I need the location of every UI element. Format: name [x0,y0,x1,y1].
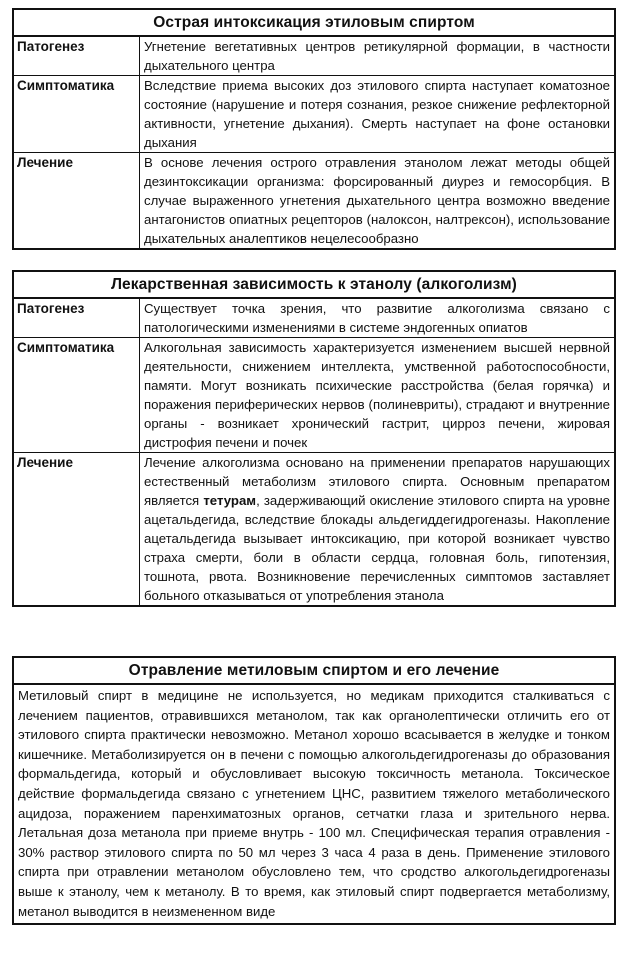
section-methanol [12,656,616,925]
info-table [14,37,614,248]
row-text: Существует точка зрения, что развитие алкоголизма связано с патологическими изменениями в системе эндогенных опиатов [144,301,610,335]
drug-name: тетурам [203,493,257,508]
section-ethanol-acute [12,8,616,250]
row-label: Симптоматика [14,338,140,453]
row-label: Лечение [14,453,140,606]
table-row [14,338,614,453]
section-alcoholism [12,270,616,607]
row-label: Симптоматика [14,76,140,153]
section-text: Метиловый спирт в медицине не используется, но медикам приходится сталкиваться с лечением пациентов, отравившихся метанолом, так как органолептически отличить его от этилового спирта практически невозможно. Метанол хорошо всасывается в желудке и тонком кишечнике. Метаболизируется он в печени с помощью алкогольдегидрогеназы до образования формальдегида, который и обусловливает высокую токсичность метанола. Токсическое действие формальдегида связано с угнетением ЦНС, развитием тяжелого метаболического ацидоза, поражением паренхиматозных органов, сетчатки глаза и зрительного нерва. Летальная доза метанола при приеме внутрь - 100 мл. Специфическая терапия отравления - 30% раствор этилового спирта по 50 мл через 3 часа 4 раза в день. Применение этилового спирта при отравлении метанолом обусловлено тем, что сродство алкогольдегидрогеназы выше к этанолу, чем к метанолу. В то время, как этиловый спирт подвергается метаболизму, метанол выводится в неизмененном виде [18,688,610,919]
row-label: Патогенез [14,299,140,338]
row-text: Угнетение вегетативных центров ретикулярной формации, в частности дыхательного центра [144,39,610,73]
table-row [14,299,614,338]
section-title: Острая интоксикация этиловым спиртом [14,10,614,37]
table-row [14,153,614,249]
text-segment: Лечение алкоголизма основано на применении препаратов нарушающих естественный метаболизм этилового спирта. Основным препаратом является [144,455,610,508]
row-text [140,453,615,606]
row-label: Патогенез [14,37,140,76]
text-segment: , задерживающий окисление этилового спирта на уровне ацетальдегида, вследствие блокады альдегиддегидрогеназы. Накопление ацетальдегида вызывает интоксикацию, при которой возникает чувство страха смерти, боли в области сердца, головная боль, гипотензия, тошнота, рвота. Возникновение перечисленных симптомов заставляет больного отказываться от употребления этанола [144,493,610,603]
info-table [14,299,614,605]
row-label: Лечение [14,153,140,249]
table-row [14,37,614,76]
row-text: В основе лечения острого отравления этанолом лежат методы общей дезинтоксикации организма: форсированный диурез и гемосорбция. В случае выраженного угнетения дыхательного центра возможно введение антагонистов опиатных рецепторов (налоксон, налтрексон), использование дыхательных аналептиков нецелесообразно [140,153,615,249]
row-text: Вследствие приема высоких доз этилового спирта наступает коматозное состояние (нарушение и потеря сознания, резкое снижение рефлекторной активности, угнетение дыхания). Смерть наступает на фоне остановки дыхания [140,76,615,153]
row-text: Алкогольная зависимость характеризуется изменением высшей нервной деятельности, снижением интеллекта, умственной работоспособности, памяти. Могут возникать психические расстройства (белая горячка) и поражения периферических нервов (полиневриты), страдают и внутренние органы - возникает хронический гастрит, цирроз печени, жировая дистрофия печени и почек [140,338,615,453]
table-row [14,453,614,606]
section-title: Лекарственная зависимость к этанолу (алкоголизм) [14,272,614,299]
table-row [14,76,614,153]
section-title: Отравление метиловым спиртом и его лечение [14,658,614,685]
